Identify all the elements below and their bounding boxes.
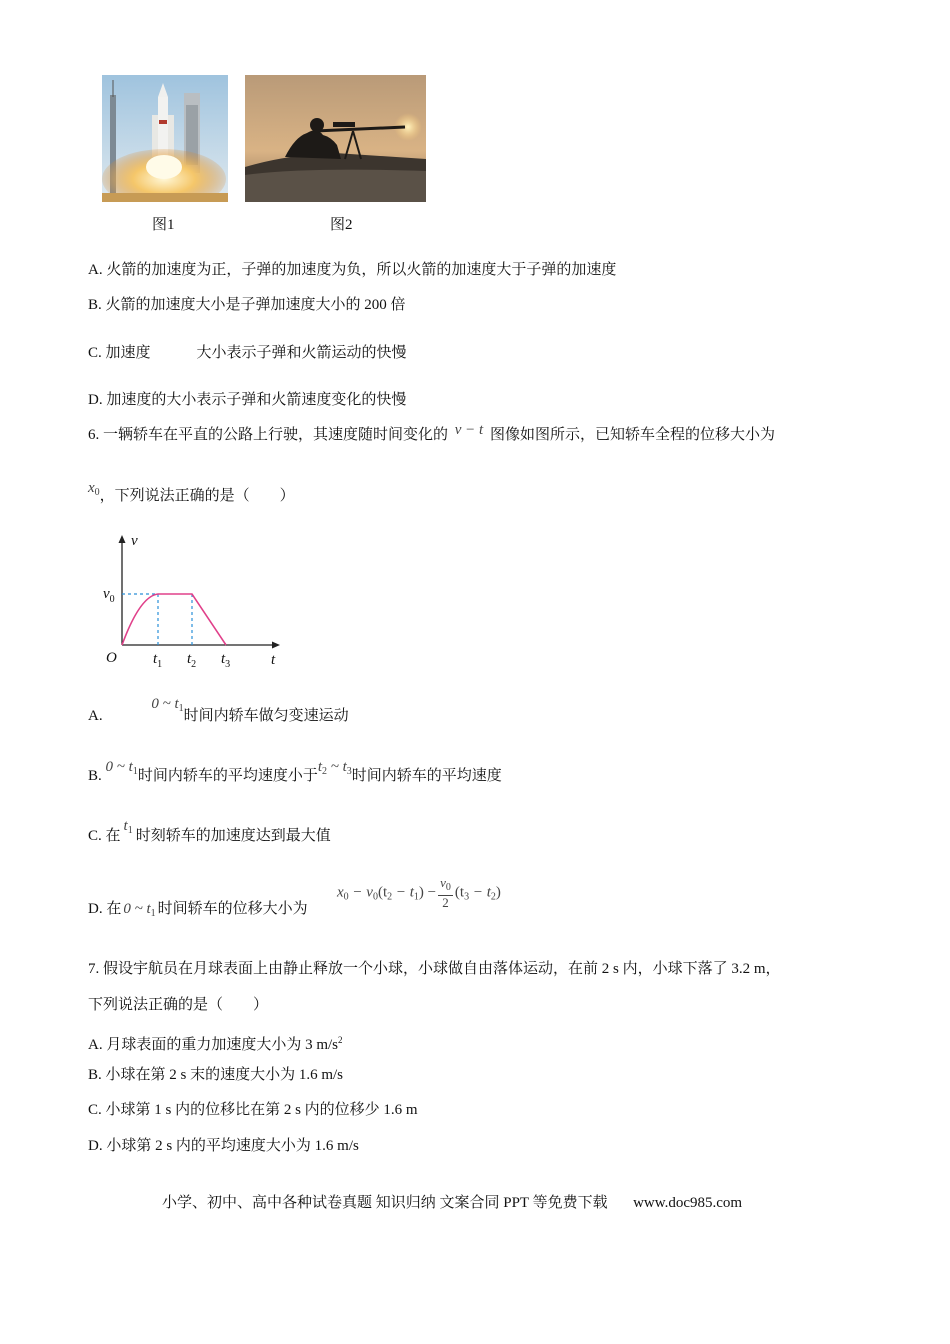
sniper-silhouette-photo [245,75,426,202]
q5-option-b: B. 火箭的加速度大小是子弹加速度大小的 200 倍 [88,297,406,313]
q6-option-d: D. 在 0 ~ $t_1$ 时间轿车的位移大小为 [88,901,308,919]
origin-label: O [106,650,117,666]
q6-stem-line1: 6. 一辆轿车在平直的公路上行驶，其速度随时间变化的 v − t 图像如图所示，已知轿车全程的位移大小为 [88,422,775,443]
q6-option-d-math: 0 ~ $t_1$ [123,901,156,919]
q6-option-c: C. 在$t_1$ 时刻轿车的加速度达到最大值 [88,818,331,844]
q6-option-d-formula: $x_0 - v_0(t_2 - t_1)$ − $\frac{v_0}{2}$ $(t_3 - t_2)$ [337,875,501,910]
q7-option-a: A. 月球表面的重力加速度大小为 3 $m/s^2$ [88,1035,343,1053]
t1-label: $t_1$ [153,651,163,670]
y-axis-arrow [119,535,126,543]
footer-text: 小学、初中、高中各种试卷真题 知识归纳 文案合同 PPT 等免费下载 [162,1195,608,1211]
q6-option-a: A. 0 ~ $t_1$时间内轿车做匀变速运动 [88,696,349,724]
t3-label: $t_3$ [221,651,231,670]
q7-option-c: C. 小球第 1 s 内的位移比在第 2 s 内的位移少 1.6 m [88,1102,418,1118]
q5-option-c-text: 大小表示子弹和火箭运动的快慢 [196,345,407,361]
figure-1-caption: 图1 [152,217,175,233]
velocity-curve [122,594,226,645]
v0-over-2-fraction: $\frac{v_0}{2}$ [440,875,451,910]
v-t-graph [100,528,290,678]
q6-stem-line2: $x_0$，下列说法正确的是（ ） [88,480,295,504]
q6-option-b-math1: 0 ~ $t_1$ [105,759,138,777]
q5-option-c [88,343,407,363]
q6-option-b-math2: $t_2$ ~ $t_3$ [317,759,352,777]
q6-option-a-math: 0 ~ $t_1$ [151,696,184,714]
q5-option-c-prefix: C. 加速度 [88,345,151,361]
q6-option-c-math: $t_1$ [123,818,133,836]
v0-label: $v_0$ [103,586,115,605]
q7-option-b: B. 小球在第 2 s 末的速度大小为 1.6 m/s [88,1067,344,1083]
t2-label: $t_2$ [187,651,197,670]
footer-url[interactable]: www.doc985.com [633,1195,743,1211]
y-axis-label: v [131,533,138,549]
q5-option-d: D. 加速度的大小表示子弹和火箭速度变化的快慢 [88,392,407,408]
page-footer [162,1191,742,1212]
q5-option-a: A. 火箭的加速度为正，子弹的加速度为负，所以火箭的加速度大于子弹的加速度 [88,262,617,278]
q7-stem-line2: 下列说法正确的是（ ） [88,997,269,1013]
x-axis-label: t [271,652,276,668]
v-t-notation: v − t [454,422,484,438]
rocket-launch-photo [102,75,228,202]
figure-2-caption: 图2 [330,217,353,233]
q6-option-b: B. 0 ~ $t_1$时间内轿车的平均速度小于$t_2$ ~ $t_3$时间内轿车的平均速度 [88,759,502,784]
x0-symbol: $x_0$ [88,480,100,498]
q7-option-d: D. 小球第 2 s 内的平均速度大小为 1.6 m/s [88,1138,359,1154]
v-t-graph-svg [100,528,290,678]
q7-stem-line1: 7. 假设宇航员在月球表面上由静止释放一个小球，小球做自由落体运动，在前 2 s 内，小球下落了 3.2 m， [88,961,781,977]
x-axis-arrow [272,642,280,649]
